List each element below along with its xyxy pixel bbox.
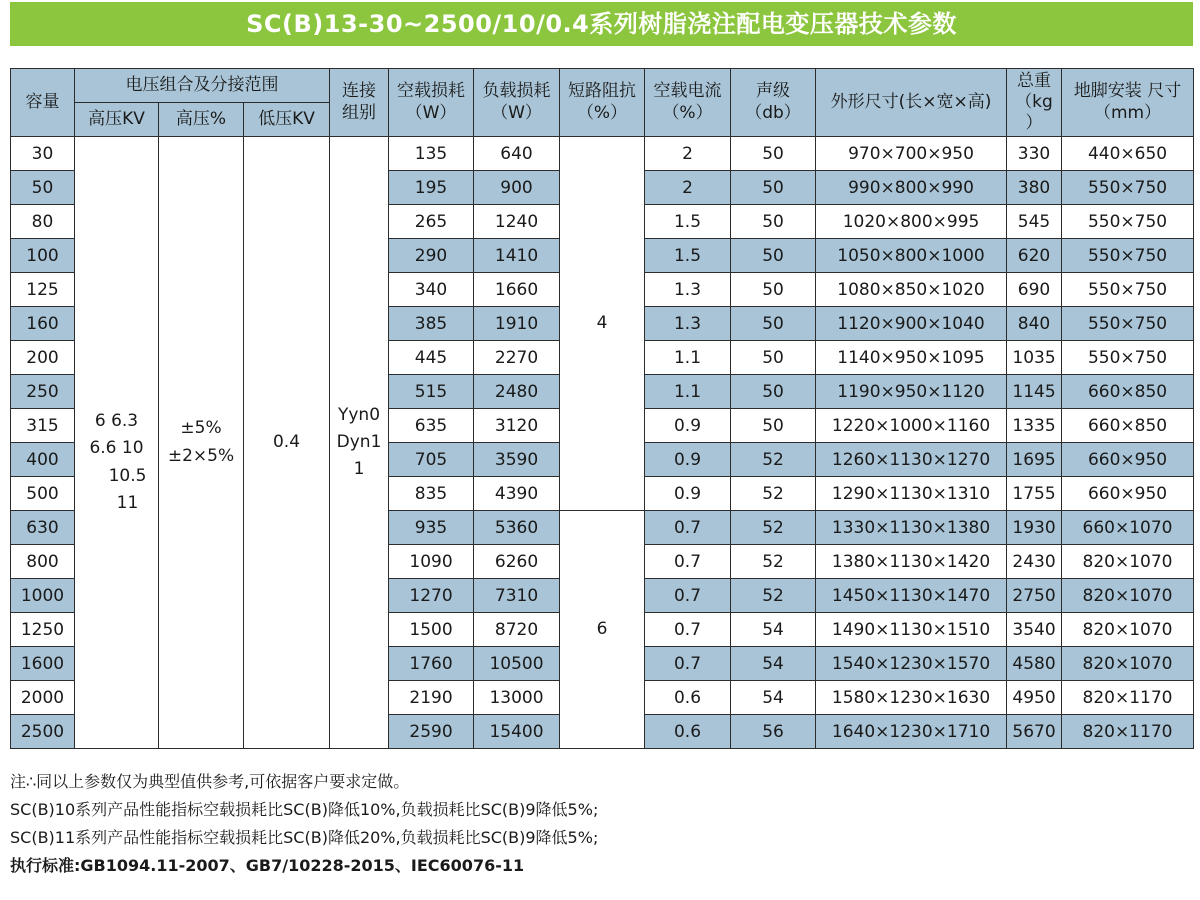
cell-noload-current: 1.3 [645, 273, 731, 307]
cell-hv-kv [75, 137, 159, 749]
cell-capacity: 250 [11, 375, 75, 409]
cell-load-loss: 640 [474, 137, 560, 171]
cell-weight: 4950 [1007, 681, 1062, 715]
connection-line: Yyn0 [337, 404, 381, 425]
cell-noload-loss: 635 [389, 409, 474, 443]
cell-weight: 4580 [1007, 647, 1062, 681]
hv-kv-line: 11 [116, 492, 139, 513]
cell-noload-current: 1.5 [645, 239, 731, 273]
spec-table [10, 68, 1194, 749]
cell-load-loss: 8720 [474, 613, 560, 647]
cell-noload-loss: 1270 [389, 579, 474, 613]
header-noload-current [645, 69, 731, 137]
cell-dimensions: 1290×1130×1310 [816, 477, 1007, 511]
cell-noload-current: 2 [645, 171, 731, 205]
cell-load-loss: 3120 [474, 409, 560, 443]
connection-line: Dyn1 [336, 431, 382, 452]
cell-weight: 1335 [1007, 409, 1062, 443]
header-hv-pct: 高压% [159, 103, 244, 137]
header-dimensions: 外形尺寸(长×宽×高) [816, 69, 1007, 137]
cell-capacity: 400 [11, 443, 75, 477]
cell-dimensions: 1330×1130×1380 [816, 511, 1007, 545]
hv-kv-line: 6.6 10 [89, 438, 144, 459]
cell-weight: 690 [1007, 273, 1062, 307]
cell-sound: 50 [731, 307, 816, 341]
cell-dimensions: 1450×1130×1470 [816, 579, 1007, 613]
cell-capacity: 2500 [11, 715, 75, 749]
cell-weight: 330 [1007, 137, 1062, 171]
cell-mounting: 660×950 [1062, 443, 1194, 477]
cell-capacity: 315 [11, 409, 75, 443]
cell-mounting: 820×1070 [1062, 647, 1194, 681]
header-voltage-group: 电压组合及分接范围 [75, 69, 330, 103]
cell-capacity: 2000 [11, 681, 75, 715]
cell-dimensions: 1080×850×1020 [816, 273, 1007, 307]
header-noload-loss [389, 69, 474, 137]
cell-noload-loss: 515 [389, 375, 474, 409]
header-noload-current-l2: （%） [662, 102, 713, 123]
header-impedance-l2: （%） [576, 102, 628, 123]
cell-dimensions: 1190×950×1120 [816, 375, 1007, 409]
header-connection-l1: 连接 [342, 81, 377, 102]
cell-noload-current: 0.6 [645, 715, 731, 749]
cell-noload-current: 0.9 [645, 477, 731, 511]
notes [10, 768, 598, 880]
cell-mounting: 550×750 [1062, 273, 1194, 307]
cell-load-loss: 1240 [474, 205, 560, 239]
cell-load-loss: 5360 [474, 511, 560, 545]
cell-noload-current: 0.6 [645, 681, 731, 715]
cell-weight: 380 [1007, 171, 1062, 205]
note-line-2: SC(B)10系列产品性能指标空载损耗比SC(B)降低10%,负载损耗比SC(B)9降低5%; [10, 800, 599, 819]
header-sound-l1: 声级 [756, 81, 791, 102]
cell-dimensions: 1220×1000×1160 [816, 409, 1007, 443]
cell-capacity: 1000 [11, 579, 75, 613]
cell-noload-loss: 2190 [389, 681, 474, 715]
cell-sound: 54 [731, 647, 816, 681]
cell-sound: 52 [731, 511, 816, 545]
cell-load-loss: 1910 [474, 307, 560, 341]
cell-noload-loss: 935 [389, 511, 474, 545]
cell-mounting: 820×1070 [1062, 579, 1194, 613]
cell-weight: 3540 [1007, 613, 1062, 647]
page-title: SC(B)13-30~2500/10/0.4系列树脂浇注配电变压器技术参数 [10, 2, 1193, 46]
cell-mounting: 820×1170 [1062, 681, 1194, 715]
header-connection-l2: 组别 [342, 102, 377, 123]
cell-mounting: 660×850 [1062, 375, 1194, 409]
cell-load-loss: 6260 [474, 545, 560, 579]
cell-noload-current: 1.3 [645, 307, 731, 341]
cell-weight: 1695 [1007, 443, 1062, 477]
cell-noload-current: 0.7 [645, 647, 731, 681]
cell-noload-current: 1.1 [645, 341, 731, 375]
cell-load-loss: 15400 [474, 715, 560, 749]
cell-mounting: 550×750 [1062, 239, 1194, 273]
cell-sound: 54 [731, 681, 816, 715]
cell-dimensions: 1490×1130×1510 [816, 613, 1007, 647]
cell-impedance: 4 [560, 137, 645, 511]
cell-capacity: 30 [11, 137, 75, 171]
cell-capacity: 100 [11, 239, 75, 273]
note-standard: 执行标准:GB1094.11-2007、GB7/10228-2015、IEC60076-11 [10, 856, 525, 875]
header-lv-kv: 低压KV [244, 103, 330, 137]
cell-connection [330, 137, 389, 749]
header-weight-l3: ） [1025, 113, 1043, 134]
cell-weight: 1755 [1007, 477, 1062, 511]
cell-capacity: 125 [11, 273, 75, 307]
header-mounting-l2: （mm） [1093, 102, 1162, 123]
cell-sound: 50 [731, 375, 816, 409]
cell-dimensions: 970×700×950 [816, 137, 1007, 171]
cell-dimensions: 1050×800×1000 [816, 239, 1007, 273]
cell-noload-loss: 835 [389, 477, 474, 511]
cell-mounting: 660×850 [1062, 409, 1194, 443]
cell-mounting: 820×1070 [1062, 545, 1194, 579]
table-row [11, 137, 1194, 171]
cell-load-loss: 2480 [474, 375, 560, 409]
cell-mounting: 660×1070 [1062, 511, 1194, 545]
hv-pct-line: ±2×5% [167, 445, 235, 466]
header-load-loss-l2: （W） [491, 102, 542, 123]
cell-weight: 1145 [1007, 375, 1062, 409]
cell-dimensions: 990×800×990 [816, 171, 1007, 205]
connection-line: 1 [353, 459, 365, 480]
cell-hv-pct [159, 137, 244, 749]
cell-weight: 5670 [1007, 715, 1062, 749]
cell-mounting: 820×1070 [1062, 613, 1194, 647]
cell-noload-current: 0.7 [645, 579, 731, 613]
hv-kv-line: 6 6.3 [94, 411, 139, 432]
cell-dimensions: 1580×1230×1630 [816, 681, 1007, 715]
cell-noload-current: 1.5 [645, 205, 731, 239]
header-load-loss-l1: 负载损耗 [482, 81, 551, 102]
cell-noload-current: 0.7 [645, 613, 731, 647]
cell-mounting: 550×750 [1062, 307, 1194, 341]
cell-capacity: 800 [11, 545, 75, 579]
cell-weight: 1035 [1007, 341, 1062, 375]
hv-kv-line: 10.5 [108, 465, 147, 486]
cell-sound: 50 [731, 239, 816, 273]
table-body [11, 137, 1194, 749]
cell-load-loss: 4390 [474, 477, 560, 511]
cell-noload-current: 0.7 [645, 511, 731, 545]
cell-load-loss: 1410 [474, 239, 560, 273]
header-mounting-l1: 地脚安装 尺寸 [1073, 81, 1182, 102]
cell-impedance: 6 [560, 511, 645, 749]
cell-noload-current: 2 [645, 137, 731, 171]
header-weight-l1: 总重 [1017, 70, 1052, 91]
cell-sound: 56 [731, 715, 816, 749]
cell-mounting: 550×750 [1062, 171, 1194, 205]
cell-capacity: 500 [11, 477, 75, 511]
cell-load-loss: 13000 [474, 681, 560, 715]
cell-noload-current: 1.1 [645, 375, 731, 409]
header-sound-l2: （db） [745, 102, 801, 123]
cell-noload-loss: 2590 [389, 715, 474, 749]
cell-load-loss: 3590 [474, 443, 560, 477]
cell-noload-loss: 290 [389, 239, 474, 273]
cell-noload-loss: 1760 [389, 647, 474, 681]
cell-mounting: 550×750 [1062, 205, 1194, 239]
header-noload-current-l1: 空载电流 [653, 81, 722, 102]
cell-sound: 54 [731, 613, 816, 647]
cell-dimensions: 1140×950×1095 [816, 341, 1007, 375]
cell-noload-loss: 340 [389, 273, 474, 307]
cell-noload-loss: 1500 [389, 613, 474, 647]
cell-sound: 50 [731, 137, 816, 171]
cell-dimensions: 1380×1130×1420 [816, 545, 1007, 579]
cell-load-loss: 900 [474, 171, 560, 205]
header-mounting [1062, 69, 1194, 137]
cell-noload-loss: 195 [389, 171, 474, 205]
cell-weight: 840 [1007, 307, 1062, 341]
cell-dimensions: 1540×1230×1570 [816, 647, 1007, 681]
cell-dimensions: 1640×1230×1710 [816, 715, 1007, 749]
cell-dimensions: 1260×1130×1270 [816, 443, 1007, 477]
cell-sound: 50 [731, 341, 816, 375]
header-sound [731, 69, 816, 137]
cell-dimensions: 1120×900×1040 [816, 307, 1007, 341]
header-noload-loss-l2: （W） [405, 102, 457, 123]
cell-sound: 50 [731, 205, 816, 239]
note-line-3: SC(B)11系列产品性能指标空载损耗比SC(B)降低20%,负载损耗比SC(B)9降低5%; [10, 828, 599, 847]
cell-noload-loss: 135 [389, 137, 474, 171]
cell-sound: 52 [731, 443, 816, 477]
cell-sound: 52 [731, 477, 816, 511]
header-load-loss [474, 69, 560, 137]
header-impedance [560, 69, 645, 137]
cell-noload-loss: 385 [389, 307, 474, 341]
cell-sound: 52 [731, 579, 816, 613]
cell-load-loss: 10500 [474, 647, 560, 681]
cell-weight: 545 [1007, 205, 1062, 239]
cell-weight: 1930 [1007, 511, 1062, 545]
header-hv-kv: 高压KV [75, 103, 159, 137]
cell-capacity: 160 [11, 307, 75, 341]
cell-sound: 50 [731, 171, 816, 205]
cell-capacity: 630 [11, 511, 75, 545]
header-connection [330, 69, 389, 137]
cell-mounting: 660×950 [1062, 477, 1194, 511]
cell-lv-kv: 0.4 [244, 137, 330, 749]
cell-load-loss: 2270 [474, 341, 560, 375]
cell-sound: 52 [731, 545, 816, 579]
header-weight-l2: （kg [1015, 91, 1053, 112]
header-capacity: 容量 [11, 69, 75, 137]
cell-weight: 620 [1007, 239, 1062, 273]
cell-weight: 2750 [1007, 579, 1062, 613]
cell-noload-loss: 705 [389, 443, 474, 477]
cell-weight: 2430 [1007, 545, 1062, 579]
cell-noload-loss: 265 [389, 205, 474, 239]
cell-noload-loss: 1090 [389, 545, 474, 579]
cell-noload-current: 0.7 [645, 545, 731, 579]
cell-capacity: 1250 [11, 613, 75, 647]
header-impedance-l1: 短路阻抗 [568, 81, 637, 102]
cell-dimensions: 1020×800×995 [816, 205, 1007, 239]
header-noload-loss-l1: 空载损耗 [397, 81, 466, 102]
cell-capacity: 50 [11, 171, 75, 205]
cell-noload-loss: 445 [389, 341, 474, 375]
cell-noload-current: 0.9 [645, 443, 731, 477]
cell-load-loss: 1660 [474, 273, 560, 307]
cell-capacity: 200 [11, 341, 75, 375]
cell-capacity: 80 [11, 205, 75, 239]
cell-mounting: 550×750 [1062, 341, 1194, 375]
header-weight [1007, 69, 1062, 137]
note-line-1: 注∴同以上参数仅为典型值供参考,可依据客户要求定做。 [10, 772, 410, 791]
cell-sound: 50 [731, 409, 816, 443]
cell-noload-current: 0.9 [645, 409, 731, 443]
cell-sound: 50 [731, 273, 816, 307]
cell-mounting: 440×650 [1062, 137, 1194, 171]
cell-mounting: 820×1170 [1062, 715, 1194, 749]
cell-capacity: 1600 [11, 647, 75, 681]
cell-load-loss: 7310 [474, 579, 560, 613]
hv-pct-line: ±5% [180, 418, 222, 439]
